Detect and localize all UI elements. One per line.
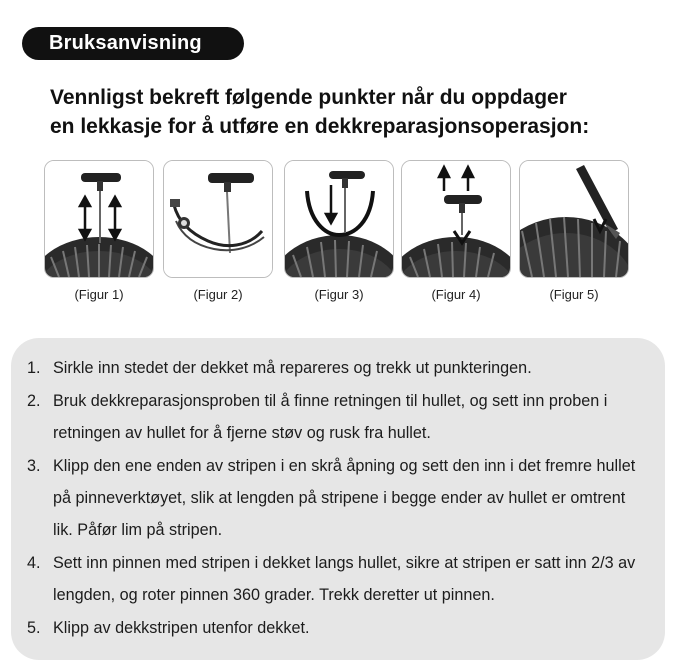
section-badge: Bruksanvisning bbox=[22, 27, 244, 60]
figure-3-illustration bbox=[285, 161, 393, 277]
instruction-step-4 bbox=[27, 547, 647, 611]
page-heading bbox=[50, 83, 650, 141]
instructions-panel bbox=[11, 338, 665, 660]
step-number: 4. bbox=[27, 554, 41, 572]
figure-4 bbox=[401, 160, 511, 302]
step-text: Sett inn pinnen med stripen i dekket langs hullet, sikre at stripen er satt inn 2/3 av lengden, og roter pinnen 360 grader. Trekk deretter ut pinnen. bbox=[53, 554, 636, 604]
figure-1 bbox=[44, 160, 154, 302]
figure-5-illustration bbox=[520, 161, 628, 277]
tire-cut-strip-icon bbox=[519, 160, 629, 278]
figure-4-illustration bbox=[402, 161, 510, 277]
instruction-step-5 bbox=[27, 612, 647, 644]
step-number: 2. bbox=[27, 392, 41, 410]
instruction-step-1 bbox=[27, 352, 647, 384]
figure-2-illustration bbox=[164, 161, 272, 277]
heading-line-1: Vennligst bekreft følgende punkter når du oppdager bbox=[50, 86, 567, 109]
figure-3-caption: (Figur 3) bbox=[314, 287, 364, 302]
tire-pull-out-icon bbox=[401, 160, 511, 278]
step-text: Sirkle inn stedet der dekket må repareres og trekk ut punkteringen. bbox=[53, 359, 532, 377]
figure-2-caption: (Figur 2) bbox=[193, 287, 243, 302]
tire-insert-arc-icon bbox=[284, 160, 394, 278]
figure-1-caption: (Figur 1) bbox=[74, 287, 124, 302]
figure-3 bbox=[284, 160, 394, 302]
instruction-step-2 bbox=[27, 385, 647, 449]
figure-5-caption: (Figur 5) bbox=[549, 287, 599, 302]
figure-1-illustration bbox=[45, 161, 153, 277]
figure-row bbox=[44, 160, 634, 310]
step-text: Klipp den ene enden av stripen i en skrå åpning og sett den inn i det fremre hullet på pinneverktøyet, slik at lengden på stripene i begge ender av hullet er omtrent lik. Påfør lim på stripen. bbox=[53, 457, 636, 539]
instruction-steps bbox=[27, 352, 647, 644]
step-number: 5. bbox=[27, 619, 41, 637]
figure-2 bbox=[163, 160, 273, 302]
tire-probe-up-down-icon bbox=[44, 160, 154, 278]
step-text: Klipp av dekkstripen utenfor dekket. bbox=[53, 619, 310, 637]
figure-4-caption: (Figur 4) bbox=[431, 287, 481, 302]
instruction-step-3 bbox=[27, 450, 647, 546]
heading-line-2: en lekkasje for å utføre en dekkreparasjonsoperasjon: bbox=[50, 115, 590, 138]
step-text: Bruk dekkreparasjonsproben til å finne retningen til hullet, og sett inn proben i retningen av hullet for å fjerne støv og rusk fra hullet. bbox=[53, 392, 608, 442]
step-number: 3. bbox=[27, 457, 41, 475]
figure-5 bbox=[519, 160, 629, 302]
step-number: 1. bbox=[27, 359, 41, 377]
probe-with-cord-icon bbox=[163, 160, 273, 278]
